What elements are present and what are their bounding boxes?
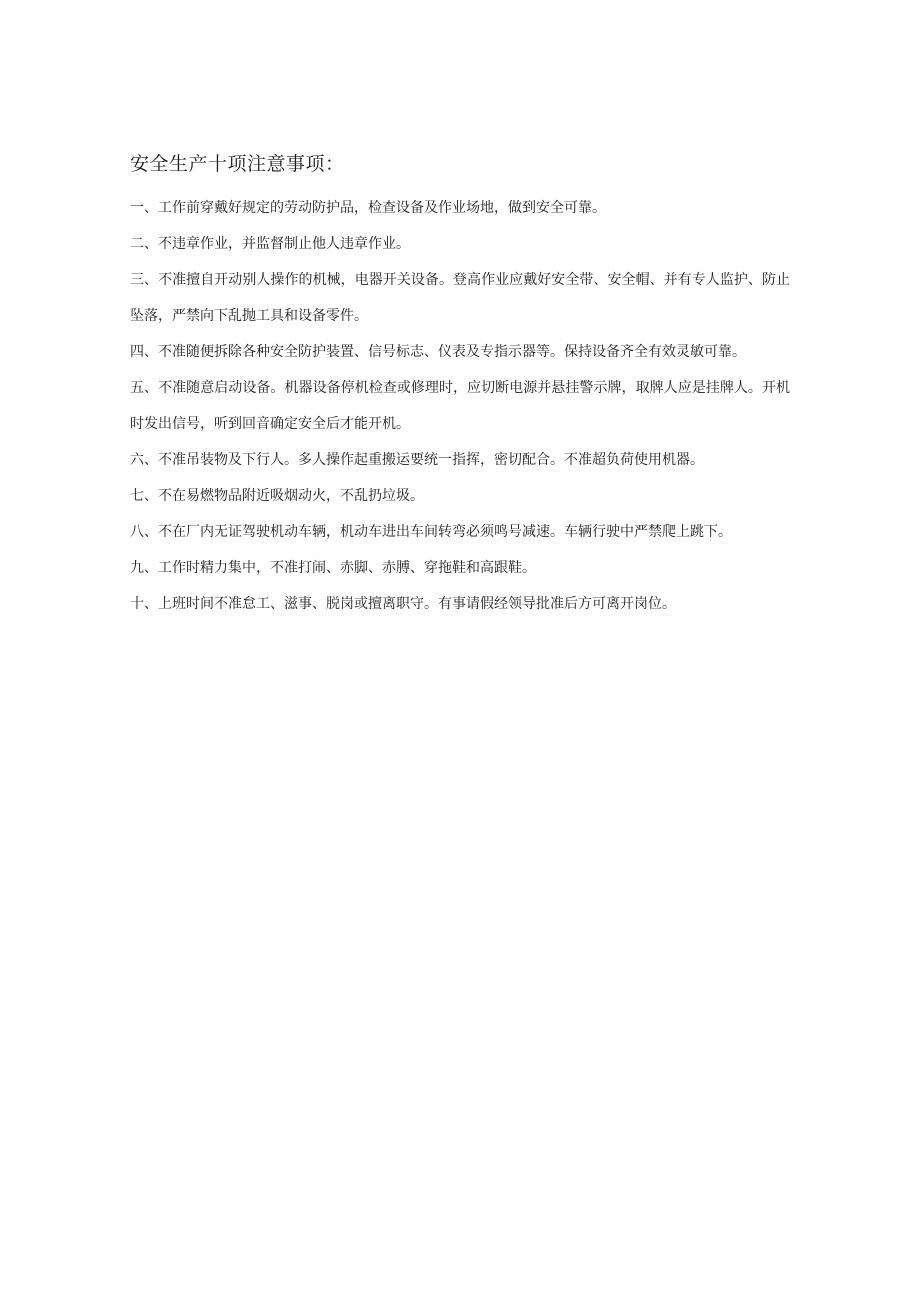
rule-item-1: 一、工作前穿戴好规定的劳动防护品，检查设备及作业场地，做到安全可靠。 [130, 200, 606, 216]
rule-item-4: 四、不准随便拆除各种安全防护装置、信号标志、仪表及专指示器等。保持设备齐全有效灵敏可靠。 [130, 344, 746, 360]
rules-list [130, 190, 790, 622]
rule-item-3: 三、不准擅自开动别人操作的机械，电器开关设备。登高作业应戴好安全带、安全帽、并有专人监护、防止坠落，严禁向下乱抛工具和设备零件。 [130, 272, 790, 324]
rule-item-10: 十、上班时间不准怠工、滋事、脱岗或擅离职守。有事请假经领导批准后方可离开岗位。 [130, 596, 676, 612]
rule-item-6: 六、不准吊装物及下行人。多人操作起重搬运要统一指挥，密切配合。不准超负荷使用机器。 [130, 452, 704, 468]
rule-item-5: 五、不准随意启动设备。机器设备停机检查或修理时，应切断电源并悬挂警示牌，取牌人应是挂牌人。开机时发出信号，听到回音确定安全后才能开机。 [130, 380, 790, 432]
rule-item-8: 八、不在厂内无证驾驶机动车辆，机动车进出车间转弯必须鸣号减速。车辆行驶中严禁爬上跳下。 [130, 524, 732, 540]
rule-item-7: 七、不在易燃物品附近吸烟动火，不乱扔垃圾。 [130, 488, 424, 504]
rule-item-2: 二、不违章作业，并监督制止他人违章作业。 [130, 236, 410, 252]
document-title: 安全生产十项注意事项： [130, 153, 345, 175]
document-body [130, 150, 790, 622]
rule-item-9: 九、工作时精力集中，不准打闹、赤脚、赤膊、穿拖鞋和高跟鞋。 [130, 560, 536, 576]
